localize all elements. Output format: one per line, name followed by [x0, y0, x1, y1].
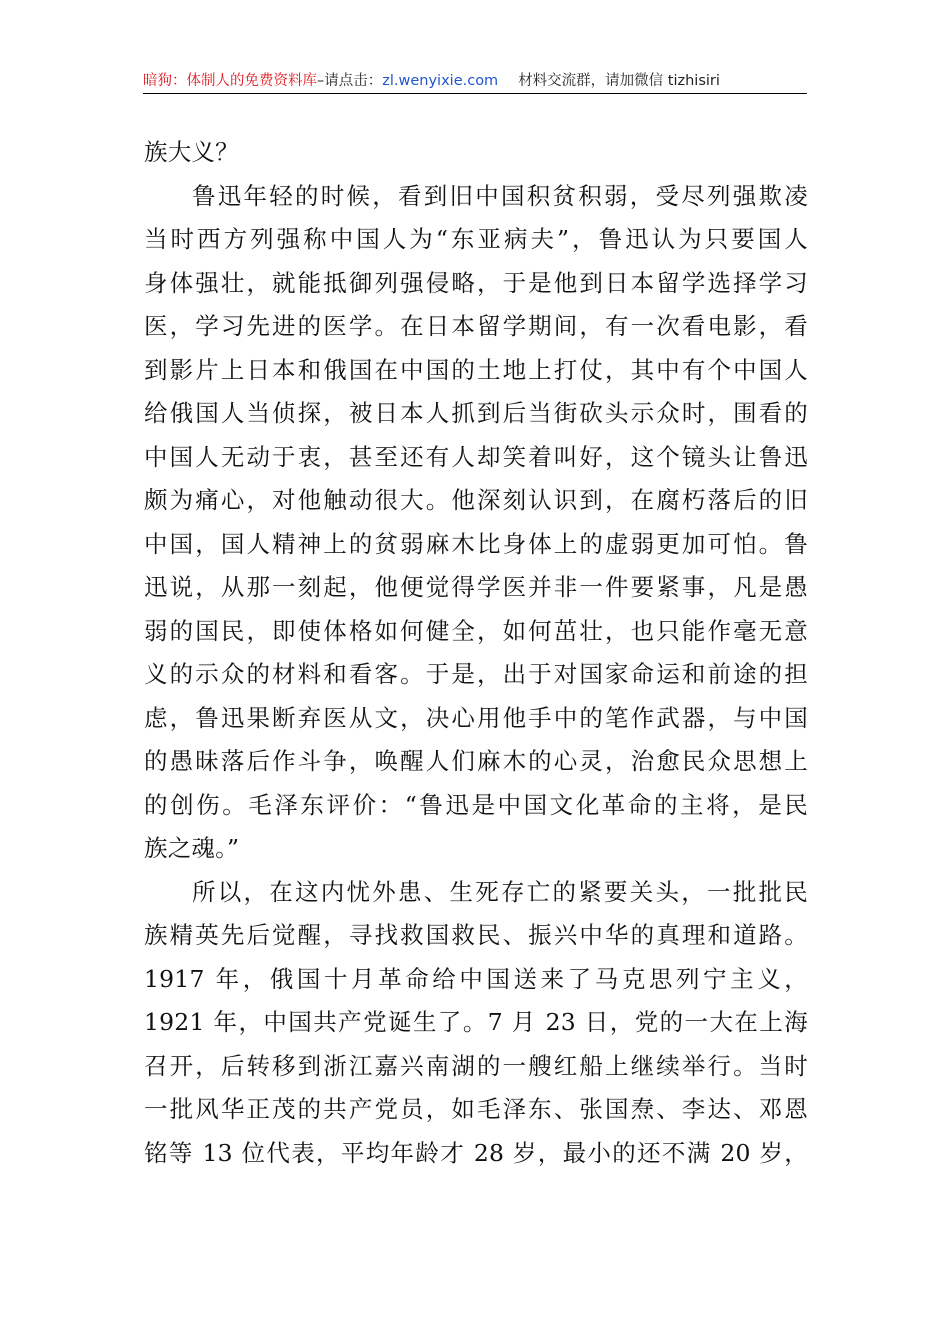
- header-divider: [143, 93, 807, 94]
- text-line: 鲁迅年轻的时候，看到旧中国积贫积弱，受尽列强欺凌: [192, 181, 808, 210]
- text-line: 当时西方列强称中国人为“东亚病夫”，鲁迅认为只要国人: [144, 225, 808, 253]
- text-line: 1917 年，俄国十月革命给中国送来了马克思列宁主义，: [144, 964, 808, 993]
- text-line: 医，学习先进的医学。在日本留学期间，有一次看电影，看: [144, 312, 808, 340]
- header-url-link[interactable]: zl.wenyixie.com: [382, 73, 499, 89]
- text-line: 义的示众的材料和看客。于是，出于对国家命运和前途的担: [144, 660, 808, 688]
- text-line: 身体强壮，就能抵御列强侵略，于是他到日本留学选择学习: [144, 268, 808, 297]
- header-contact: 材料交流群，请加微信 tizhisiri: [518, 73, 720, 89]
- text-line: 族之魂。”: [144, 834, 240, 862]
- text-line: 所以，在这内忧外患、生死存亡的紧要关头，一批批民: [192, 877, 808, 906]
- text-line: 的愚昧落后作斗争，唤醒人们麻木的心灵，治愈民众思想上: [144, 747, 808, 775]
- text-line: 虑，鲁迅果断弃医从文，决心用他手中的笔作武器，与中国: [144, 703, 808, 732]
- text-line: 铭等 13 位代表，平均年龄才 28 岁，最小的还不满 20 岁，: [144, 1138, 808, 1167]
- text-line: 迅说，从那一刻起，他便觉得学医并非一件要紧事，凡是愚: [144, 573, 808, 601]
- text-line: 颇为痛心，对他触动很大。他深刻认识到，在腐朽落后的旧: [144, 486, 808, 514]
- header-click-prefix: –请点击：: [317, 73, 383, 89]
- text-line: 到影片上日本和俄国在中国的土地上打仗，其中有个中国人: [144, 355, 808, 384]
- text-line: 弱的国民，即使体格如何健全，如何茁壮，也只能作毫无意: [144, 616, 808, 645]
- text-line: 族大义？: [144, 138, 239, 166]
- header-brand: 暗狗：体制人的免费资料库: [143, 73, 317, 89]
- text-line: 一批风华正茂的共产党员，如毛泽东、张国焘、李达、邓恩: [144, 1095, 808, 1123]
- text-line: 的创伤。毛泽东评价：“鲁迅是中国文化革命的主将，是民: [144, 790, 808, 819]
- text-line: 族精英先后觉醒，寻找救国救民、振兴中华的真理和道路。: [144, 921, 808, 949]
- text-line: 给俄国人当侦探，被日本人抓到后当街砍头示众时，围看的: [144, 399, 808, 427]
- document-body: [144, 131, 808, 1175]
- text-line: 召开，后转移到浙江嘉兴南湖的一艘红船上继续举行。当时: [144, 1051, 808, 1080]
- text-line: 中国，国人精神上的贫弱麻木比身体上的虚弱更加可怕。鲁: [144, 529, 808, 558]
- text-line: 中国人无动于衷，甚至还有人却笑着叫好，这个镜头让鲁迅: [144, 442, 808, 471]
- page-header: [143, 70, 807, 92]
- text-line: 1921 年，中国共产党诞生了。7 月 23 日，党的一大在上海: [144, 1008, 808, 1036]
